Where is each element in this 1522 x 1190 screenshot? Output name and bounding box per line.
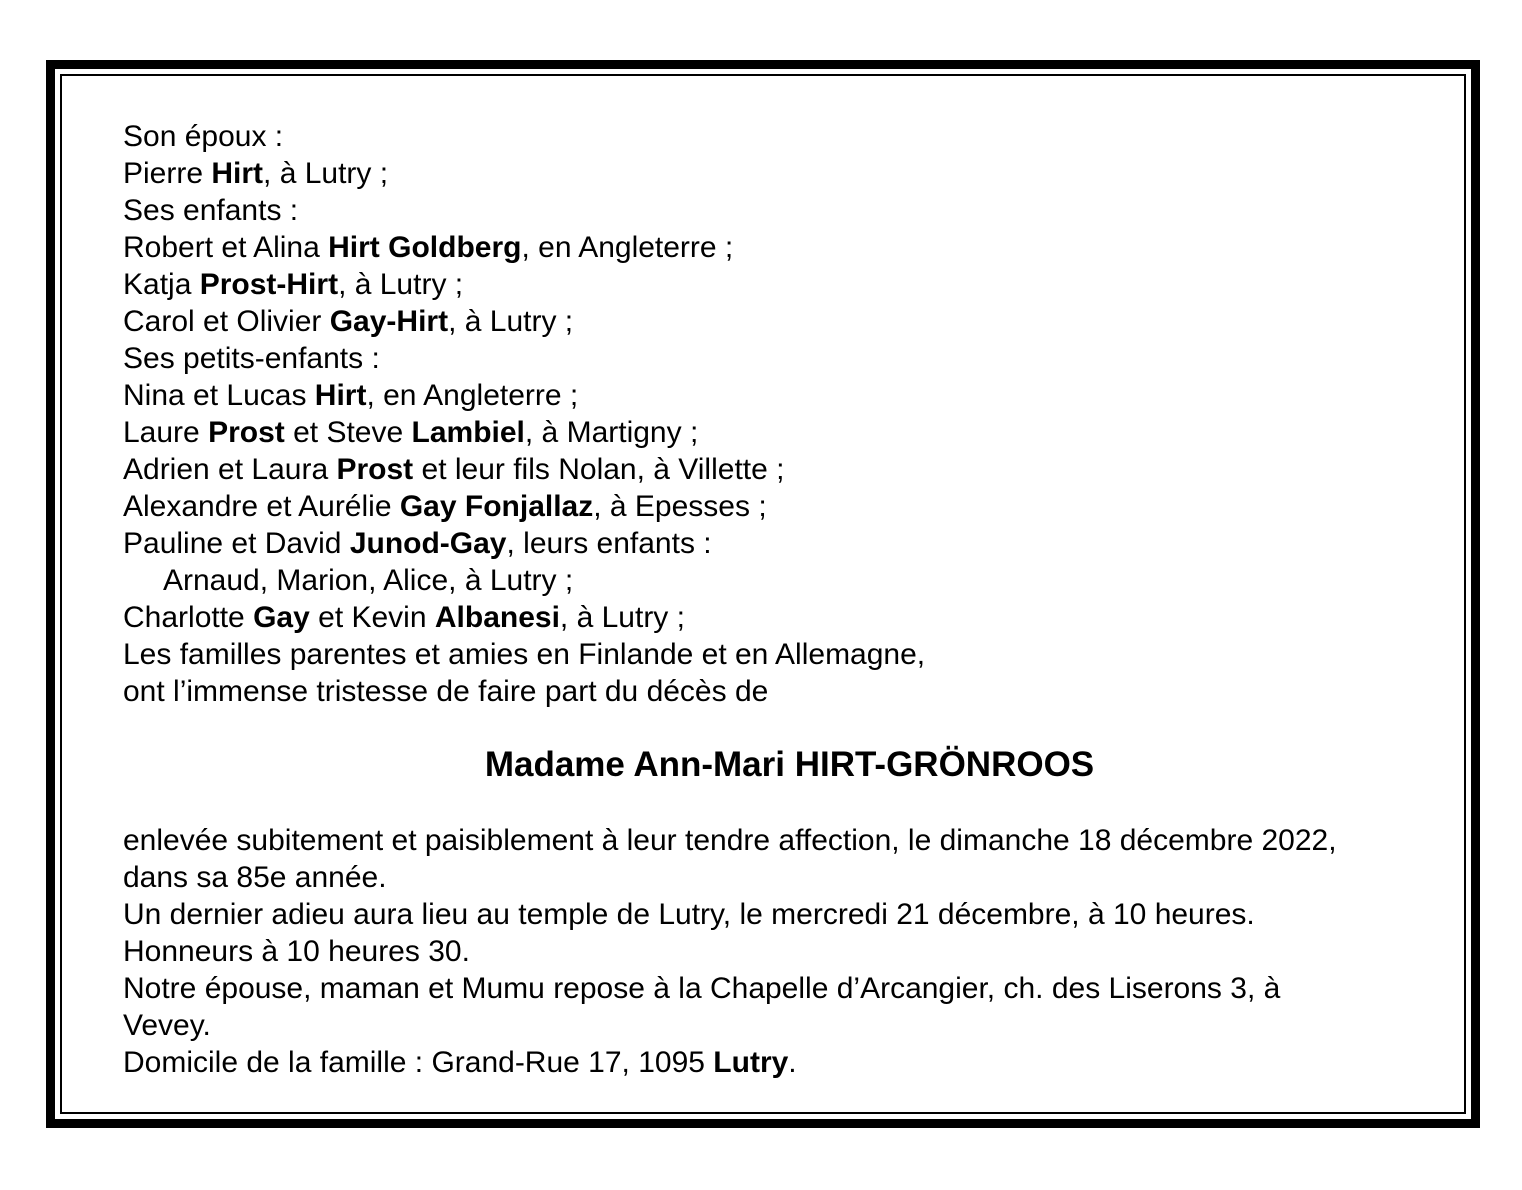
text-line	[123, 377, 1456, 414]
text-segment: et leur fils Nolan, à Villette ;	[413, 453, 785, 486]
text-segment: , en Angleterre ;	[521, 231, 734, 264]
text-line	[123, 488, 1456, 525]
text-segment: .	[788, 1046, 797, 1079]
text-line	[123, 118, 1456, 155]
family-name: Lambiel	[411, 416, 525, 449]
text-segment: , à Martigny ;	[524, 416, 699, 449]
text-line	[123, 822, 1456, 859]
family-name: Hirt	[314, 379, 367, 412]
text-segment: Charlotte	[123, 601, 254, 634]
text-line	[123, 636, 1456, 673]
text-segment: Vevey.	[123, 1009, 211, 1042]
text-segment: Carol et Olivier	[123, 305, 330, 338]
text-line	[123, 562, 1456, 599]
text-segment: Domicile de la famille : Grand-Rue 17, 1095	[123, 1046, 714, 1079]
text-segment: Katja	[123, 268, 200, 301]
notice-frame-inner-rule	[60, 74, 1466, 1114]
family-name: Albanesi	[434, 601, 560, 634]
text-line	[123, 229, 1456, 266]
text-line	[123, 673, 1456, 710]
text-line	[123, 192, 1456, 229]
text-line	[123, 896, 1456, 933]
family-name: Gay	[253, 601, 310, 634]
text-line	[123, 155, 1456, 192]
text-line	[123, 1044, 1456, 1081]
text-segment: Ses petits-enfants :	[123, 342, 380, 375]
text-segment: Arnaud, Marion, Alice, à Lutry ;	[163, 564, 574, 597]
text-line	[123, 340, 1456, 377]
text-segment: et Kevin	[309, 601, 435, 634]
text-line	[123, 451, 1456, 488]
text-line	[123, 525, 1456, 562]
text-line	[123, 414, 1456, 451]
text-segment: Un dernier adieu aura lieu au temple de Lutry, le mercredi 21 décembre, à 10 heures.	[123, 898, 1255, 931]
notice-content	[62, 76, 1464, 1112]
text-segment: Laure	[123, 416, 209, 449]
text-segment: Notre épouse, maman et Mumu repose à la Chapelle d’Arcangier, ch. des Liserons 3, à	[123, 972, 1281, 1005]
text-segment: , à Epesses ;	[593, 490, 767, 523]
text-line	[123, 933, 1456, 970]
text-segment: , en Angleterre ;	[366, 379, 579, 412]
family-lines	[123, 118, 1456, 710]
family-name: Gay Fonjallaz	[399, 490, 594, 523]
family-name: Hirt Goldberg	[328, 231, 522, 264]
text-line	[123, 970, 1456, 1007]
detail-lines	[123, 822, 1456, 1081]
text-segment: , à Lutry ;	[448, 305, 574, 338]
text-segment: , à Lutry ;	[338, 268, 464, 301]
text-segment: , à Lutry ;	[559, 601, 685, 634]
text-segment: , leurs enfants :	[506, 527, 712, 560]
text-segment: dans sa 85e année.	[123, 861, 387, 894]
text-line	[123, 1007, 1456, 1044]
notice-frame	[46, 60, 1480, 1128]
text-segment: et Steve	[284, 416, 412, 449]
text-segment: Pauline et David	[123, 527, 350, 560]
family-name: Prost	[208, 416, 285, 449]
deceased-name-title: Madame Ann-Mari HIRT-GRÖNROOS	[484, 745, 1095, 784]
text-segment: , à Lutry ;	[263, 157, 389, 190]
text-line	[123, 859, 1456, 896]
text-segment: Honneurs à 10 heures 30.	[123, 935, 470, 968]
text-line	[123, 599, 1456, 636]
family-name: Gay-Hirt	[329, 305, 449, 338]
text-segment: Ses enfants :	[123, 194, 299, 227]
text-segment: Robert et Alina	[123, 231, 329, 264]
family-name: Junod-Gay	[349, 527, 507, 560]
text-segment: Alexandre et Aurélie	[123, 490, 400, 523]
text-segment: Les familles parentes et amies en Finlande et en Allemagne,	[123, 638, 926, 671]
family-name: Hirt	[211, 157, 264, 190]
text-segment: Nina et Lucas	[123, 379, 315, 412]
text-line	[123, 303, 1456, 340]
family-name: Prost-Hirt	[199, 268, 339, 301]
text-line	[123, 266, 1456, 303]
text-segment: Adrien et Laura	[123, 453, 337, 486]
family-name: Prost	[336, 453, 414, 486]
text-segment: enlevée subitement et paisiblement à leur tendre affection, le dimanche 18 décembre 2022,	[123, 824, 1337, 857]
text-segment: ont l’immense tristesse de faire part du décès de	[123, 675, 769, 708]
family-name: Lutry	[713, 1046, 789, 1079]
text-segment: Son époux :	[123, 120, 284, 153]
text-segment: Pierre	[123, 157, 212, 190]
